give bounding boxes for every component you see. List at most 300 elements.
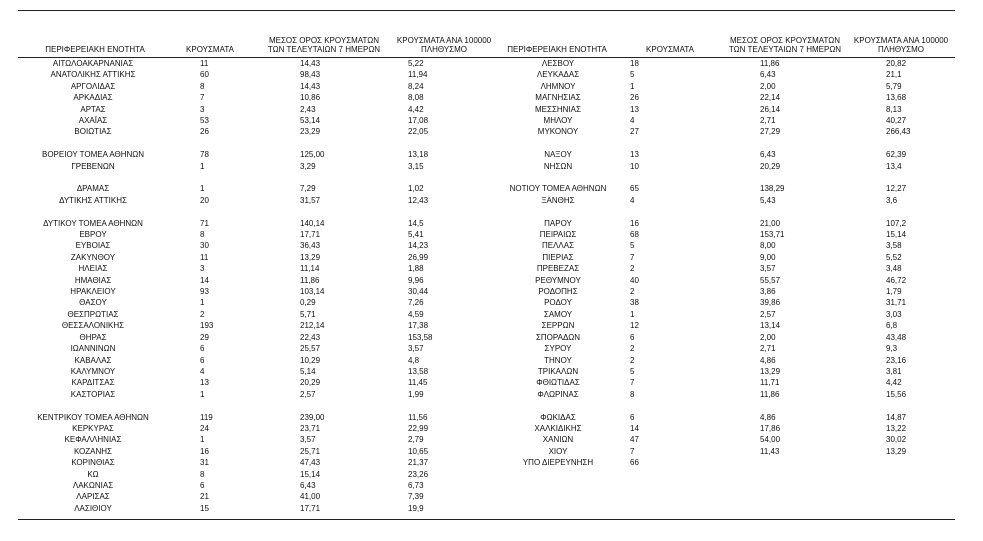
- avg-cases-cell: 3,57: [300, 435, 316, 445]
- region-name-cell: ΝΑΞΟΥ: [544, 150, 572, 160]
- cases-cell: 11: [200, 59, 209, 68]
- region-name-cell: ΗΜΑΘΙΑΣ: [74, 275, 112, 285]
- region-name-cell: [18, 138, 168, 149]
- region-name-cell: ΗΛΕΙΑΣ: [78, 264, 108, 274]
- per-100k-cell: 22,05: [408, 127, 429, 137]
- left-header-avg-line1: ΜΕΣΟΣ ΟΡΟΣ ΚΡΟΥΣΜΑΤΩΝ: [268, 36, 380, 45]
- avg-cases-cell: 22,14: [760, 93, 781, 103]
- avg-cases-cell: 25,71: [300, 446, 321, 456]
- region-name-cell: ΑΙΤΩΛΟΑΚΑΡΝΑΝΙΑΣ: [52, 59, 134, 68]
- avg-cases-cell: 11,14: [300, 264, 320, 274]
- region-name-cell: ΠΕΛΛΑΣ: [541, 241, 575, 251]
- per-100k-cell: 9,3: [886, 344, 898, 354]
- per-100k-cell: 6,8: [886, 321, 898, 331]
- per-100k-cell: 3,03: [886, 309, 902, 319]
- avg-cases-cell: [258, 400, 386, 411]
- avg-cases-cell: 14,43: [300, 59, 321, 68]
- cases-cell: 5: [630, 241, 635, 251]
- region-name-cell: ΥΠΟ ΔΙΕΡΕΥΝΗΣΗ: [522, 458, 594, 468]
- region-name-cell: ΡΕΘΥΜΝΟΥ: [535, 275, 581, 285]
- table-row: [18, 320, 478, 331]
- cases-cell: [620, 172, 732, 183]
- per-100k-cell: 13,22: [886, 423, 907, 433]
- region-name-cell: ΠΡΕΒΕΖΑΣ: [536, 264, 580, 274]
- region-name-cell: ΜΥΚΟΝΟΥ: [537, 127, 579, 137]
- table-row: [496, 286, 956, 297]
- table-row: [496, 58, 956, 69]
- per-100k-cell: [864, 138, 956, 149]
- region-name-cell: ΠΕΙΡΑΙΩΣ: [539, 230, 577, 240]
- avg-cases-cell: 98,43: [300, 70, 321, 80]
- avg-cases-cell: 3,57: [760, 264, 776, 274]
- avg-cases-cell: 11,71: [760, 378, 780, 388]
- cases-cell: 13: [630, 104, 639, 114]
- region-name-cell: [18, 172, 168, 183]
- cases-cell: 31: [200, 458, 209, 468]
- region-name-cell: ΣΕΡΡΩΝ: [541, 321, 575, 331]
- avg-cases-cell: 31,57: [300, 195, 321, 205]
- region-name-cell: ΤΗΝΟΥ: [544, 355, 572, 365]
- table-row: [496, 297, 956, 308]
- left-table-body: [18, 58, 478, 514]
- per-100k-cell: 13,29: [886, 446, 907, 456]
- left-header-per100k-line2: ΠΛΗΘΥΣΜΟ: [420, 45, 468, 54]
- table-row: [18, 218, 478, 229]
- cases-cell: 1: [630, 309, 635, 319]
- cases-cell: [620, 138, 732, 149]
- cases-cell: 38: [630, 298, 639, 308]
- avg-cases-cell: 17,71: [300, 230, 321, 240]
- per-100k-cell: 5,52: [886, 252, 902, 262]
- avg-cases-cell: 2,00: [760, 332, 776, 342]
- cases-cell: 68: [630, 230, 639, 240]
- table-row: [18, 343, 478, 354]
- region-name-cell: ΖΑΚΥΝΘΟΥ: [70, 252, 116, 262]
- avg-cases-cell: 21,00: [760, 218, 781, 228]
- spacer-row: [18, 206, 478, 217]
- per-100k-cell: 6,73: [408, 480, 424, 490]
- per-100k-cell: 17,38: [408, 321, 429, 331]
- table-row: [18, 240, 478, 251]
- table-row: [496, 412, 956, 423]
- avg-cases-cell: 5,43: [760, 195, 776, 205]
- region-name-cell: ΣΥΡΟΥ: [544, 344, 572, 354]
- per-100k-cell: 13,18: [408, 150, 429, 160]
- cases-cell: 12: [630, 321, 639, 331]
- cases-cell: 14: [630, 423, 639, 433]
- cases-cell: [168, 400, 258, 411]
- cases-cell: 2: [630, 344, 635, 354]
- per-100k-cell: 62,39: [886, 150, 907, 160]
- avg-cases-cell: 11,86: [300, 275, 320, 285]
- cases-cell: 6: [200, 344, 205, 354]
- avg-cases-cell: 26,14: [760, 104, 781, 114]
- avg-cases-cell: 2,00: [760, 81, 776, 91]
- avg-cases-cell: 2,71: [760, 344, 776, 354]
- left-header-region: ΠΕΡΙΦΕΡΕΙΑΚΗ ΕΝΟΤΗΤΑ: [45, 45, 145, 54]
- region-name-cell: ΙΩΑΝΝΙΝΩΝ: [70, 344, 116, 354]
- table-row: [18, 423, 478, 434]
- region-name-cell: ΧΑΝΙΩΝ: [542, 435, 574, 445]
- table-row: [18, 297, 478, 308]
- per-100k-cell: 11,45: [408, 378, 428, 388]
- cases-cell: 47: [630, 435, 639, 445]
- region-name-cell: [496, 138, 620, 149]
- cases-cell: 4: [630, 116, 635, 126]
- cases-cell: 3: [200, 264, 205, 274]
- cases-cell: 24: [200, 423, 209, 433]
- region-name-cell: ΕΥΒΟΙΑΣ: [75, 241, 111, 251]
- avg-cases-cell: 125,00: [300, 150, 325, 160]
- cases-cell: 18: [630, 59, 639, 68]
- cases-cell: 7: [630, 252, 635, 262]
- per-100k-cell: 22,99: [408, 423, 429, 433]
- cases-cell: 193: [200, 321, 214, 331]
- cases-cell: 21: [200, 492, 209, 502]
- right-data-table: [496, 58, 956, 469]
- per-100k-cell: 266,43: [886, 127, 911, 137]
- table-row: [496, 377, 956, 388]
- avg-cases-cell: 9,00: [760, 252, 776, 262]
- per-100k-cell: 26,99: [408, 252, 429, 262]
- region-name-cell: ΒΟΙΩΤΙΑΣ: [74, 127, 112, 137]
- per-100k-cell: [386, 138, 478, 149]
- table-row: [496, 366, 956, 377]
- cases-cell: 53: [200, 116, 209, 126]
- region-name-cell: ΛΗΜΝΟΥ: [540, 81, 576, 91]
- region-name-cell: ΛΑΡΙΣΑΣ: [76, 492, 110, 502]
- cases-cell: 65: [630, 184, 639, 194]
- avg-cases-cell: 13,29: [760, 366, 781, 376]
- per-100k-cell: 13,4: [886, 161, 902, 171]
- table-row: [18, 491, 478, 502]
- avg-cases-cell: 23,71: [300, 423, 321, 433]
- region-name-cell: ΚΩ: [87, 469, 99, 479]
- cases-cell: 11: [200, 252, 209, 262]
- spacer-row: [496, 172, 956, 183]
- region-name-cell: ΛΑΚΩΝΙΑΣ: [72, 480, 114, 490]
- region-name-cell: ΧΑΛΚΙΔΙΚΗΣ: [534, 423, 582, 433]
- table-row: [18, 355, 478, 366]
- region-name-cell: ΜΕΣΣΗΝΙΑΣ: [535, 104, 581, 114]
- per-100k-cell: 4,42: [408, 104, 424, 114]
- avg-cases-cell: 47,43: [300, 458, 321, 468]
- spacer-row: [496, 400, 956, 411]
- per-100k-cell: [864, 400, 956, 411]
- avg-cases-cell: 41,00: [300, 492, 321, 502]
- avg-cases-cell: 13,29: [300, 252, 321, 262]
- table-row: [18, 446, 478, 457]
- cases-cell: 1: [630, 81, 635, 91]
- avg-cases-cell: 11,86: [760, 389, 780, 399]
- table-row: [18, 263, 478, 274]
- left-header-per100k-line1: ΚΡΟΥΣΜΑΤΑ ΑΝΑ 100000: [396, 36, 492, 45]
- region-name-cell: [18, 206, 168, 217]
- per-100k-cell: 2,79: [408, 435, 424, 445]
- region-name-cell: ΜΑΓΝΗΣΙΑΣ: [535, 93, 581, 103]
- table-row: [496, 309, 956, 320]
- region-name-cell: ΑΝΑΤΟΛΙΚΗΣ ΑΤΤΙΚΗΣ: [50, 70, 136, 80]
- cases-cell: 14: [200, 275, 209, 285]
- cases-cell: 71: [200, 218, 209, 228]
- table-row: [18, 389, 478, 400]
- cases-cell: 1: [200, 298, 205, 308]
- region-name-cell: ΚΕΦΑΛΛΗΝΙΑΣ: [64, 435, 122, 445]
- per-100k-cell: 3,81: [886, 366, 902, 376]
- region-name-cell: ΣΑΜΟΥ: [543, 309, 573, 319]
- avg-cases-cell: 22,43: [300, 332, 321, 342]
- per-100k-cell: 12,43: [408, 195, 429, 205]
- region-name-cell: ΣΠΟΡΑΔΩΝ: [535, 332, 581, 342]
- per-100k-cell: 3,58: [886, 241, 902, 251]
- table-row: [496, 218, 956, 229]
- table-row: [496, 229, 956, 240]
- cases-cell: 2: [200, 309, 205, 319]
- table-row: [18, 309, 478, 320]
- region-name-cell: ΚΕΝΤΡΙΚΟΥ ΤΟΜΕΑ ΑΘΗΝΩΝ: [37, 412, 149, 422]
- per-100k-cell: 3,6: [886, 195, 898, 205]
- cases-cell: 40: [630, 275, 639, 285]
- table-row: [18, 366, 478, 377]
- cases-cell: 8: [200, 469, 205, 479]
- right-header-avg-line2: ΤΩΝ ΤΕΛΕΥΤΑΙΩΝ 7 ΗΜΕΡΩΝ: [728, 45, 842, 54]
- avg-cases-cell: 39,86: [760, 298, 781, 308]
- region-name-cell: ΞΑΝΘΗΣ: [541, 195, 575, 205]
- spacer-row: [18, 400, 478, 411]
- table-row: [18, 503, 478, 514]
- table-row: [496, 240, 956, 251]
- per-100k-cell: 14,5: [408, 218, 424, 228]
- cases-cell: 5: [630, 366, 635, 376]
- region-name-cell: ΦΛΩΡΙΝΑΣ: [537, 389, 579, 399]
- table-row: [496, 343, 956, 354]
- region-name-cell: ΚΟΡΙΝΘΙΑΣ: [71, 458, 115, 468]
- avg-cases-cell: [732, 206, 864, 217]
- table-row: [18, 457, 478, 468]
- table-row: [496, 126, 956, 137]
- region-name-cell: ΜΗΛΟΥ: [543, 116, 573, 126]
- table-row: [18, 434, 478, 445]
- cases-cell: 7: [630, 446, 635, 456]
- per-100k-cell: 5,79: [886, 81, 902, 91]
- cases-cell: [620, 206, 732, 217]
- avg-cases-cell: 6,43: [760, 70, 776, 80]
- avg-cases-cell: [732, 457, 864, 468]
- avg-cases-cell: 3,29: [300, 161, 316, 171]
- per-100k-cell: 13,58: [408, 366, 429, 376]
- avg-cases-cell: [732, 172, 864, 183]
- avg-cases-cell: 54,00: [760, 435, 781, 445]
- cases-cell: [620, 400, 732, 411]
- cases-cell: 6: [630, 412, 635, 422]
- per-100k-cell: 40,27: [886, 116, 907, 126]
- per-100k-cell: 1,79: [886, 287, 902, 297]
- per-100k-cell: 8,13: [886, 104, 902, 114]
- cases-cell: [168, 206, 258, 217]
- cases-cell: 5: [630, 70, 635, 80]
- per-100k-cell: 1,88: [408, 264, 424, 274]
- cases-cell: 15: [200, 503, 209, 513]
- region-name-cell: ΧΙΟΥ: [548, 446, 568, 456]
- avg-cases-cell: 15,14: [300, 469, 321, 479]
- table-row: [496, 320, 956, 331]
- region-name-cell: ΗΡΑΚΛΕΙΟΥ: [70, 287, 116, 297]
- avg-cases-cell: 10,29: [300, 355, 321, 365]
- region-name-cell: ΕΒΡΟΥ: [79, 230, 107, 240]
- table-row: [18, 469, 478, 480]
- cases-cell: 4: [200, 366, 205, 376]
- right-header-region: ΠΕΡΙΦΕΡΕΙΑΚΗ ΕΝΟΤΗΤΑ: [507, 45, 607, 54]
- avg-cases-cell: 7,29: [300, 184, 316, 194]
- table-row: [496, 161, 956, 172]
- avg-cases-cell: 11,86: [760, 59, 780, 68]
- region-name-cell: ΝΟΤΙΟΥ ΤΟΜΕΑ ΑΘΗΝΩΝ: [509, 184, 607, 194]
- avg-cases-cell: 103,14: [300, 287, 325, 297]
- region-name-cell: ΑΡΓΟΛΙΔΑΣ: [70, 81, 116, 91]
- per-100k-cell: 5,41: [408, 230, 424, 240]
- avg-cases-cell: 4,86: [760, 412, 776, 422]
- per-100k-cell: 1,02: [408, 184, 424, 194]
- spacer-row: [18, 172, 478, 183]
- avg-cases-cell: 17,86: [760, 423, 781, 433]
- region-name-cell: ΦΘΙΩΤΙΔΑΣ: [536, 378, 580, 388]
- per-100k-cell: 43,48: [886, 332, 907, 342]
- avg-cases-cell: 23,29: [300, 127, 321, 137]
- spacer-row: [18, 138, 478, 149]
- table-row: [496, 263, 956, 274]
- per-100k-cell: 13,68: [886, 93, 907, 103]
- per-100k-cell: 14,87: [886, 412, 907, 422]
- region-name-cell: ΚΑΒΑΛΑΣ: [74, 355, 112, 365]
- avg-cases-cell: 6,43: [760, 150, 776, 160]
- region-name-cell: ΑΡΚΑΔΙΑΣ: [73, 93, 113, 103]
- cases-cell: 7: [200, 93, 205, 103]
- per-100k-cell: 7,39: [408, 492, 424, 502]
- per-100k-cell: 3,48: [886, 264, 902, 274]
- spacer-row: [496, 138, 956, 149]
- per-100k-cell: 15,14: [886, 230, 907, 240]
- table-row: [18, 229, 478, 240]
- avg-cases-cell: 212,14: [300, 321, 325, 331]
- table-row: [18, 69, 478, 80]
- region-name-cell: ΔΡΑΜΑΣ: [76, 184, 110, 194]
- table-row: [18, 252, 478, 263]
- table-row: [18, 377, 478, 388]
- table-row: [496, 69, 956, 80]
- per-100k-cell: 7,26: [408, 298, 424, 308]
- cases-cell: 78: [200, 150, 209, 160]
- table-row: [496, 434, 956, 445]
- table-row: [496, 252, 956, 263]
- cases-cell: 8: [630, 389, 635, 399]
- per-100k-cell: 8,24: [408, 81, 424, 91]
- per-100k-cell: 5,22: [408, 59, 424, 68]
- cases-cell: 1: [200, 435, 205, 445]
- cases-cell: [168, 138, 258, 149]
- region-name-cell: ΚΑΣΤΟΡΙΑΣ: [70, 389, 116, 399]
- table-row: [18, 115, 478, 126]
- region-name-cell: [18, 400, 168, 411]
- table-row: [18, 195, 478, 206]
- left-header-cases: ΚΡΟΥΣΜΑΤΑ: [186, 45, 234, 54]
- cases-cell: 26: [200, 127, 209, 137]
- table-row: [18, 275, 478, 286]
- avg-cases-cell: 2,57: [760, 309, 776, 319]
- cases-cell: 60: [200, 70, 209, 80]
- cases-cell: 93: [200, 287, 209, 297]
- per-100k-cell: 4,59: [408, 309, 424, 319]
- region-name-cell: ΡΟΔΟΠΗΣ: [538, 287, 578, 297]
- per-100k-cell: [864, 457, 956, 468]
- per-100k-cell: 3,15: [408, 161, 424, 171]
- region-name-cell: ΔΥΤΙΚΗΣ ΑΤΤΙΚΗΣ: [59, 195, 127, 205]
- region-name-cell: ΠΑΡΟΥ: [544, 218, 572, 228]
- cases-cell: 6: [200, 480, 205, 490]
- avg-cases-cell: 3,86: [760, 287, 776, 297]
- region-name-cell: ΡΟΔΟΥ: [544, 298, 572, 308]
- cases-cell: 16: [630, 218, 639, 228]
- region-name-cell: ΛΕΥΚΑΔΑΣ: [536, 70, 580, 80]
- per-100k-cell: 19,9: [408, 503, 424, 513]
- region-name-cell: ΘΕΣΠΡΩΤΙΑΣ: [67, 309, 119, 319]
- cases-cell: 1: [200, 161, 205, 171]
- cases-cell: 6: [200, 355, 205, 365]
- cases-cell: 30: [200, 241, 209, 251]
- per-100k-cell: [864, 206, 956, 217]
- table-row: [496, 423, 956, 434]
- per-100k-cell: 11,94: [408, 70, 428, 80]
- table-row: [18, 161, 478, 172]
- cases-cell: 10: [630, 161, 639, 171]
- table-row: [18, 81, 478, 92]
- region-name-cell: ΔΥΤΙΚΟΥ ΤΟΜΕΑ ΑΘΗΝΩΝ: [43, 218, 143, 228]
- region-name-cell: ΠΙΕΡΙΑΣ: [542, 252, 574, 262]
- region-name-cell: ΚΑΡΔΙΤΣΑΣ: [71, 378, 115, 388]
- per-100k-cell: 12,27: [886, 184, 907, 194]
- cases-cell: 13: [200, 378, 209, 388]
- table-row: [496, 446, 956, 457]
- per-100k-cell: [386, 206, 478, 217]
- avg-cases-cell: 14,43: [300, 81, 321, 91]
- avg-cases-cell: 138,29: [760, 184, 785, 194]
- avg-cases-cell: 5,71: [300, 309, 316, 319]
- avg-cases-cell: 11,43: [760, 446, 780, 456]
- avg-cases-cell: 10,86: [300, 93, 321, 103]
- table-row: [496, 389, 956, 400]
- region-name-cell: ΒΟΡΕΙΟΥ ΤΟΜΕΑ ΑΘΗΝΩΝ: [41, 150, 145, 160]
- left-header-avg-line2: ΤΩΝ ΤΕΛΕΥΤΑΙΩΝ 7 ΗΜΕΡΩΝ: [267, 45, 381, 54]
- avg-cases-cell: 2,43: [300, 104, 316, 114]
- per-100k-cell: 23,16: [886, 355, 907, 365]
- region-name-cell: ΘΗΡΑΣ: [79, 332, 107, 342]
- cases-cell: 66: [630, 458, 639, 468]
- region-name-cell: ΑΡΤΑΣ: [80, 104, 106, 114]
- region-name-cell: ΛΑΣΙΘΙΟΥ: [74, 503, 112, 513]
- avg-cases-cell: 8,00: [760, 241, 776, 251]
- right-header-per100k-line2: ΠΛΗΘΥΣΜΟ: [877, 45, 925, 54]
- avg-cases-cell: 53,14: [300, 116, 321, 126]
- table-row: [18, 183, 478, 194]
- spacer-row: [496, 206, 956, 217]
- per-100k-cell: 30,02: [886, 435, 907, 445]
- per-100k-cell: 14,23: [408, 241, 429, 251]
- right-header-per100k: [847, 36, 955, 54]
- table-row: [496, 332, 956, 343]
- right-header-avg: [723, 36, 847, 54]
- table-row: [18, 286, 478, 297]
- per-100k-cell: 4,42: [886, 378, 902, 388]
- cases-cell: 2: [630, 355, 635, 365]
